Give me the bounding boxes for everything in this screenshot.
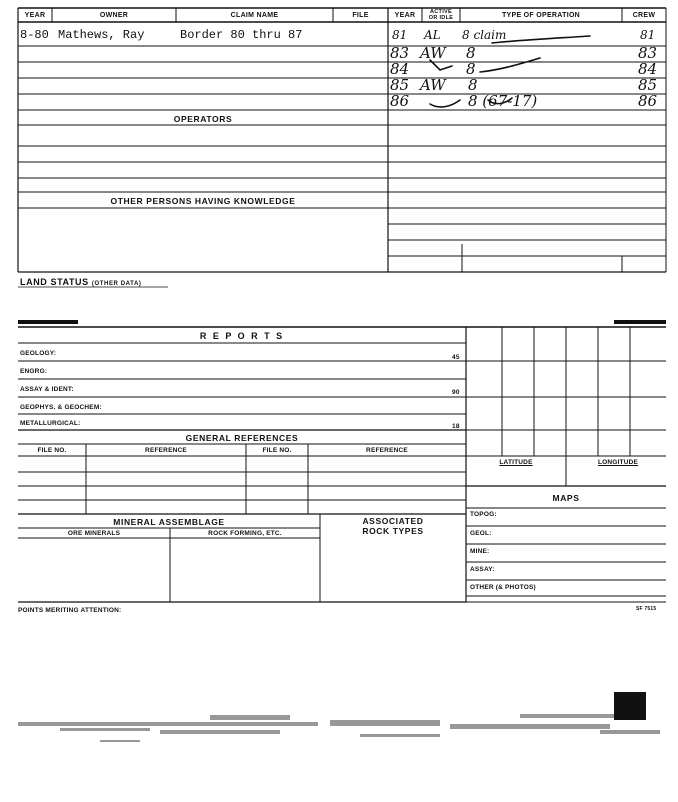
report-assay: ASSAY & IDENT: (20, 386, 74, 393)
hand-year-2: 83 (390, 44, 410, 62)
points-meriting-attention-label: POINTS MERITING ATTENTION: (18, 607, 122, 614)
general-references-title: GENERAL REFERENCES (185, 433, 299, 443)
reports-title: R E P O R T S (199, 331, 285, 341)
header-active-or-idle: ACTIVE OR IDLE (428, 9, 454, 21)
ref-header-reference-1: REFERENCE (145, 447, 187, 454)
hand-type-4: 8 (468, 76, 478, 94)
entry-owner: Mathews, Ray (58, 28, 145, 42)
form-number: SF 7515 (636, 606, 657, 612)
mineral-assemblage-title: MINERAL ASSEMBLAGE (113, 517, 225, 527)
maps-geol: GEOL: (470, 530, 492, 537)
hand-type-3: 8 (466, 60, 476, 78)
associated-rock-types-label: ASSOCIATED ROCK TYPES (362, 516, 424, 536)
hand-crew-2: 83 (638, 44, 658, 62)
hand-crew-5: 86 (638, 92, 658, 110)
report-geology-num: 45 (452, 354, 460, 361)
hand-crew-4: 85 (638, 76, 658, 94)
hand-year-4: 85 (390, 76, 410, 94)
ref-header-reference-2: REFERENCE (366, 447, 408, 454)
rock-forming-label: ROCK FORMING, ETC. (208, 530, 282, 537)
other-persons-label: OTHER PERSONS HAVING KNOWLEDGE (110, 196, 296, 206)
report-metallurgical: METALLURGICAL: (20, 420, 81, 427)
maps-mine: MINE: (470, 548, 490, 555)
header-owner: OWNER (99, 12, 129, 19)
hand-status-4: AW (420, 76, 446, 94)
report-metallurgical-num: 18 (452, 423, 460, 430)
report-geology: GEOLOGY: (20, 350, 57, 357)
header-year-2: YEAR (394, 12, 416, 19)
hand-year-1: 81 (392, 28, 408, 42)
maps-assay: ASSAY: (470, 566, 495, 573)
report-engrg: ENGRG: (20, 368, 48, 375)
header-crew: CREW (632, 12, 656, 19)
header-type-of-operation: TYPE OF OPERATION (501, 12, 581, 19)
header-claim-name: CLAIM NAME (230, 12, 279, 19)
hand-type-1: 8 claim (462, 28, 507, 42)
header-file: FILE (352, 12, 369, 19)
ref-header-file-no-2: FILE NO. (262, 447, 292, 454)
maps-title: MAPS (552, 493, 580, 503)
hand-type-2: 8 (466, 44, 476, 62)
land-status-label: LAND STATUS (OTHER DATA) (20, 277, 142, 287)
entry-year: 8-80 (20, 28, 49, 42)
hand-crew-1: 81 (640, 28, 656, 42)
hand-year-5: 86 (390, 92, 410, 110)
hand-status-1: AL (424, 28, 441, 42)
ref-header-file-no-1: FILE NO. (37, 447, 67, 454)
hand-crew-3: 84 (638, 60, 658, 78)
latitude-label: LATITUDE (499, 459, 533, 466)
report-assay-num: 90 (452, 389, 460, 396)
maps-other: OTHER (& PHOTOS) (470, 584, 536, 591)
entry-claim: Border 80 thru 87 (180, 28, 303, 42)
longitude-label: LONGITUDE (597, 459, 639, 466)
header-year: YEAR (24, 12, 46, 19)
report-geophys: GEOPHYS. & GEOCHEM: (20, 404, 102, 411)
hand-year-3: 84 (390, 60, 410, 78)
ore-minerals-label: ORE MINERALS (67, 530, 121, 537)
maps-topog: TOPOG: (470, 511, 497, 518)
operators-label: OPERATORS (173, 114, 233, 124)
hand-type-5: 8 (67-17) (468, 92, 538, 110)
hand-status-2: AW (420, 44, 446, 62)
